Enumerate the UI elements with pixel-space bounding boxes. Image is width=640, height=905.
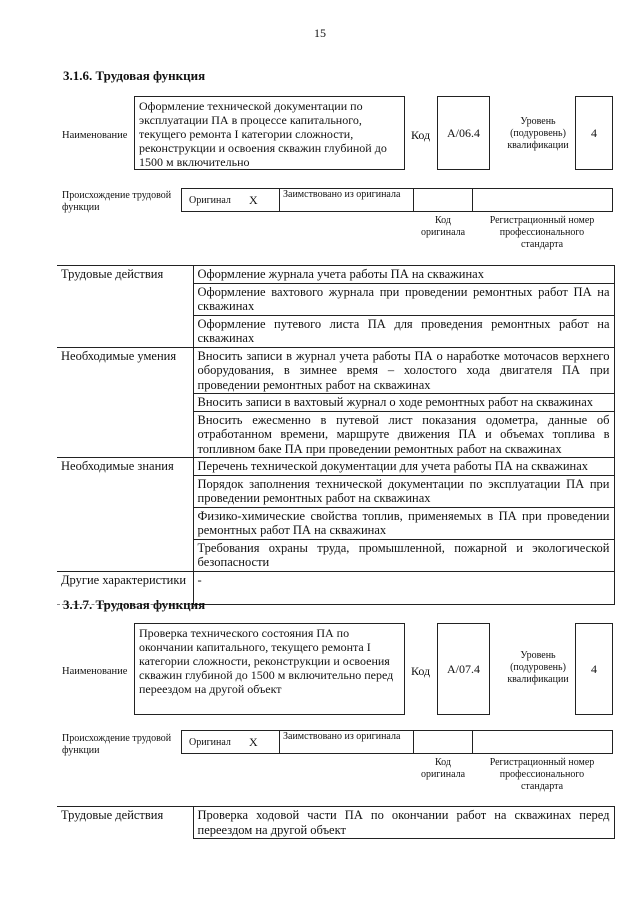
borrowed-cell: Заимствовано из оригинала bbox=[279, 188, 414, 212]
name-label: Наименование bbox=[62, 130, 128, 141]
row-item: Проверка ходовой части ПА по окончании работ на скважинах перед переездом на другой объект bbox=[193, 807, 614, 839]
level-value: 4 bbox=[575, 623, 613, 715]
name-label: Наименование bbox=[62, 666, 128, 677]
row-item: - bbox=[193, 571, 614, 604]
code-value: А/06.4 bbox=[437, 96, 490, 170]
code-original-cell bbox=[413, 730, 473, 754]
origin-label: Происхождение трудовой функции bbox=[62, 190, 172, 213]
level-label: Уровень (подуровень) квалификации bbox=[507, 116, 569, 151]
reg-number-cell bbox=[472, 730, 613, 754]
original-label: Оригинал bbox=[189, 737, 231, 748]
section-heading: 3.1.6. Трудовая функция bbox=[63, 68, 206, 83]
row-label: Трудовые действия bbox=[57, 266, 193, 348]
origin-row bbox=[181, 188, 613, 212]
function-name-box: Проверка технического состояния ПА по окончании капитального, текущего ремонта I категории сложности, реконструкции и освоения скважин глубиной до 1500 м включительно перед переездом на другой объект bbox=[134, 623, 405, 715]
code-value: А/07.4 bbox=[437, 623, 490, 715]
row-item: Перечень технической документации для учета работы ПА на скважинах bbox=[193, 458, 614, 476]
row-label: Другие характеристики bbox=[57, 571, 193, 604]
reg-number-caption: Регистрационный номер профессионального стандарта bbox=[489, 757, 595, 792]
row-item: Оформление журнала учета работы ПА на скважинах bbox=[193, 266, 614, 284]
reg-number-caption: Регистрационный номер профессионального стандарта bbox=[489, 215, 595, 250]
table-row bbox=[57, 458, 614, 476]
function-table bbox=[57, 806, 615, 839]
level-value: 4 bbox=[575, 96, 613, 170]
row-item: Требования охраны труда, промышленной, пожарной и экологической безопасности bbox=[193, 539, 614, 571]
function-name-box: Оформление технической документации по эксплуатации ПА в процессе капитального, текущего ремонта I категории сложности, реконструкции и освоения скважин глубиной до 1500 м включительно bbox=[134, 96, 405, 170]
origin-label: Происхождение трудовой функции bbox=[62, 733, 172, 756]
row-item: Вносить ежесменно в путевой лист показания одометра, данные об отработанном времени, маршруте движения ПА и объемах топлива в топливном баке ПА при проведении ремонтных работ на скважинах bbox=[193, 411, 614, 458]
origin-row bbox=[181, 730, 613, 754]
table-row bbox=[57, 347, 614, 394]
code-original-cell bbox=[413, 188, 473, 212]
code-label: Код bbox=[411, 128, 431, 142]
borrowed-cell: Заимствовано из оригинала bbox=[279, 730, 414, 754]
row-item: Физико-химические свойства топлив, применяемых в ПА при проведении ремонтных работ ПА на скважинах bbox=[193, 507, 614, 539]
table-row bbox=[57, 807, 614, 839]
code-original-caption: Код оригинала bbox=[420, 215, 466, 238]
original-label: Оригинал bbox=[189, 195, 231, 206]
table-row bbox=[57, 266, 614, 284]
row-label: Трудовые действия bbox=[57, 807, 193, 839]
row-item: Порядок заполнения технической документации по эксплуатации ПА при проведении ремонтных работ на скважинах bbox=[193, 475, 614, 507]
original-mark: X bbox=[249, 193, 258, 207]
row-label: Необходимые умения bbox=[57, 347, 193, 458]
code-original-caption: Код оригинала bbox=[420, 757, 466, 780]
row-label: Необходимые знания bbox=[57, 458, 193, 572]
reg-number-cell bbox=[472, 188, 613, 212]
row-item: Оформление вахтового журнала при проведении ремонтных работ ПА на скважинах bbox=[193, 283, 614, 315]
code-label: Код bbox=[411, 664, 431, 678]
page-number: 15 bbox=[314, 26, 326, 40]
row-item: Вносить записи в журнал учета работы ПА о наработке моточасов верхнего оборудования, в зимнее время – холостого хода двигателя ПА при проведении ремонтных работ на скважинах bbox=[193, 347, 614, 394]
row-item: Оформление путевого листа ПА для проведения ремонтных работ на скважинах bbox=[193, 315, 614, 347]
original-cell bbox=[181, 188, 280, 212]
original-cell bbox=[181, 730, 280, 754]
section-heading: 3.1.7. Трудовая функция bbox=[63, 597, 206, 612]
original-mark: X bbox=[249, 735, 258, 749]
level-label: Уровень (подуровень) квалификации bbox=[507, 650, 569, 685]
function-table bbox=[57, 265, 615, 605]
row-item: Вносить записи в вахтовый журнал о ходе ремонтных работ на скважинах bbox=[193, 394, 614, 412]
